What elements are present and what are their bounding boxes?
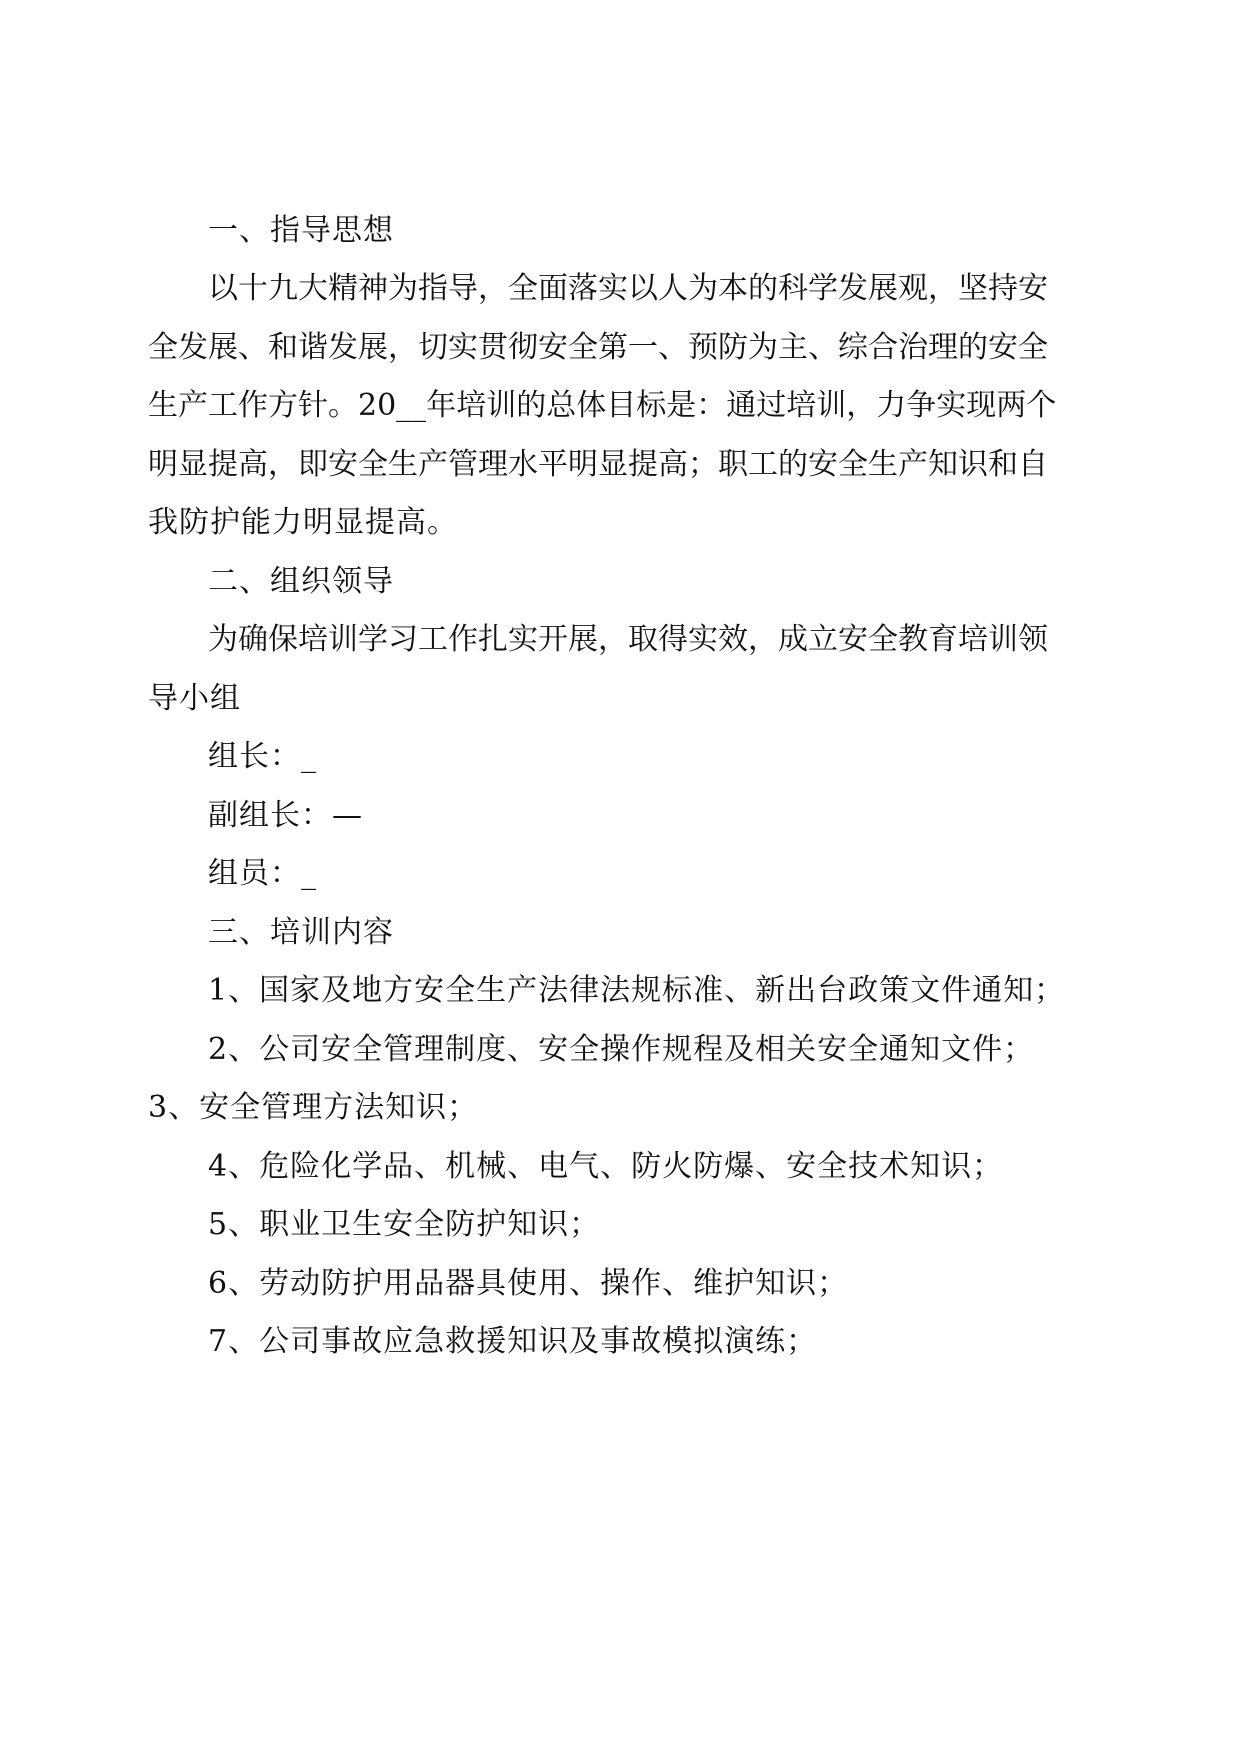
glyph: 全: [838, 447, 868, 482]
glyph: 平: [538, 447, 568, 482]
glyph: 识: [958, 447, 988, 482]
glyph: 为: [388, 271, 418, 306]
glyph: 工: [748, 447, 778, 482]
glyph: 产: [418, 447, 448, 482]
training-item-6: 6、劳动防护用品器具使用、操作、维护知识；: [208, 1266, 849, 1301]
glyph: 自: [1018, 447, 1048, 482]
group-deputy-leader-line: 副组长：—: [208, 798, 363, 833]
glyph: 总: [546, 388, 577, 423]
glyph: 持: [988, 271, 1018, 306]
glyph: 现: [966, 388, 997, 423]
section-1-paragraph-line-3: [148, 387, 1057, 425]
glyph: 落: [568, 271, 598, 306]
glyph: 的: [748, 271, 778, 306]
glyph: ；: [688, 447, 718, 482]
glyph: 综: [838, 330, 868, 365]
glyph: 彻: [508, 330, 538, 365]
glyph: 一: [628, 330, 658, 365]
glyph: 和: [988, 447, 1018, 482]
glyph: 通: [726, 388, 757, 423]
glyph: 安: [328, 447, 358, 482]
glyph: 争: [906, 388, 937, 423]
glyph: 实: [688, 622, 718, 657]
glyph: ，: [268, 447, 298, 482]
glyph: 为: [688, 271, 718, 306]
glyph: 显: [598, 447, 628, 482]
glyph: 标: [636, 388, 667, 423]
glyph: 确: [238, 622, 268, 657]
glyph: 九: [268, 271, 298, 306]
glyph: 过: [756, 388, 787, 423]
glyph: 全: [868, 622, 898, 657]
glyph: 本: [718, 271, 748, 306]
glyph: 展: [208, 330, 238, 365]
glyph: 展: [358, 330, 388, 365]
glyph: 安: [988, 330, 1018, 365]
glyph: ，: [846, 388, 877, 423]
glyph: 产: [898, 447, 928, 482]
glyph: 发: [178, 330, 208, 365]
section-2-heading: 二、组织领导: [208, 564, 394, 599]
group-leader-line: 组长：_: [208, 739, 317, 774]
group-members-line: 组员：_: [208, 856, 317, 891]
glyph: ，: [478, 271, 508, 306]
glyph: 安: [1018, 271, 1048, 306]
glyph: 谐: [298, 330, 328, 365]
training-item-7: 7、公司事故应急救援知识及事故模拟演练；: [208, 1324, 818, 1359]
glyph: 实: [936, 388, 967, 423]
glyph: 职: [718, 447, 748, 482]
glyph: 为: [748, 330, 778, 365]
glyph: 人: [658, 271, 688, 306]
glyph: ，: [928, 271, 958, 306]
glyph: 即: [298, 447, 328, 482]
glyph: 提: [208, 447, 238, 482]
glyph: 以: [208, 271, 238, 306]
glyph: 全: [1018, 330, 1048, 365]
glyph: 明: [148, 447, 178, 482]
glyph: 合: [868, 330, 898, 365]
glyph: 的: [778, 447, 808, 482]
glyph: 显: [178, 447, 208, 482]
glyph: 工: [208, 388, 238, 423]
training-item-3: 3、安全管理方法知识；: [148, 1090, 479, 1125]
glyph: 年: [426, 388, 457, 423]
section-1-paragraph-line-1: [208, 270, 1048, 308]
glyph: 理: [478, 447, 508, 482]
glyph: 坚: [958, 271, 988, 306]
section-1-heading: 一、指导思想: [208, 213, 394, 248]
glyph: ，: [388, 330, 418, 365]
glyph: 安: [538, 330, 568, 365]
section-3-heading: 三、培训内容: [208, 915, 394, 950]
glyph: 培: [298, 622, 328, 657]
glyph: 成: [778, 622, 808, 657]
glyph: 大: [298, 271, 328, 306]
training-item-4: 4、危险化学品、机械、电气、防火防爆、安全技术知识；: [208, 1149, 1004, 1184]
glyph: 高: [238, 447, 268, 482]
glyph: 针: [298, 388, 328, 423]
glyph: 取: [628, 622, 658, 657]
glyph: 教: [898, 622, 928, 657]
glyph: 、: [808, 330, 838, 365]
glyph: 培: [786, 388, 817, 423]
glyph: 以: [628, 271, 658, 306]
training-item-1: 1、国家及地方安全生产法律法规标准、新出台政策文件通知；: [208, 973, 1066, 1008]
glyph: 理: [928, 330, 958, 365]
glyph: 提: [628, 447, 658, 482]
glyph: 全: [358, 447, 388, 482]
glyph: 是: [666, 388, 697, 423]
glyph: 十: [238, 271, 268, 306]
glyph: 发: [328, 330, 358, 365]
glyph: 展: [868, 271, 898, 306]
glyph: 实: [598, 271, 628, 306]
glyph: 高: [658, 447, 688, 482]
glyph: 作: [448, 622, 478, 657]
glyph: 主: [778, 330, 808, 365]
training-item-2: 2、公司安全管理制度、安全操作规程及相关安全通知文件；: [208, 1032, 1035, 1067]
glyph: 个: [1026, 388, 1057, 423]
glyph: 精: [328, 271, 358, 306]
glyph: 育: [928, 622, 958, 657]
glyph: 保: [268, 622, 298, 657]
glyph: 20__: [358, 388, 427, 423]
glyph: 训: [988, 622, 1018, 657]
glyph: 体: [576, 388, 607, 423]
training-item-5: 5、职业卫生安全防护知识；: [208, 1207, 601, 1242]
glyph: 科: [778, 271, 808, 306]
glyph: 预: [688, 330, 718, 365]
glyph: 神: [358, 271, 388, 306]
glyph: 作: [238, 388, 268, 423]
section-2-paragraph-line-2: 导小组: [148, 681, 241, 716]
glyph: 训: [816, 388, 847, 423]
glyph: 目: [606, 388, 637, 423]
glyph: 学: [358, 622, 388, 657]
glyph: 面: [538, 271, 568, 306]
glyph: 力: [876, 388, 907, 423]
glyph: 生: [868, 447, 898, 482]
glyph: 产: [178, 388, 208, 423]
glyph: 学: [808, 271, 838, 306]
glyph: 安: [808, 447, 838, 482]
glyph: 、: [658, 330, 688, 365]
glyph: 观: [898, 271, 928, 306]
glyph: 。: [328, 388, 358, 423]
glyph: 训: [486, 388, 517, 423]
section-1-paragraph-line-2: [148, 329, 1048, 367]
glyph: 第: [598, 330, 628, 365]
glyph: 安: [838, 622, 868, 657]
glyph: 明: [568, 447, 598, 482]
glyph: 水: [508, 447, 538, 482]
glyph: 全: [148, 330, 178, 365]
glyph: 指: [418, 271, 448, 306]
glyph: 发: [838, 271, 868, 306]
glyph: 导: [448, 271, 478, 306]
glyph: 为: [208, 622, 238, 657]
glyph: 扎: [478, 622, 508, 657]
glyph: 全: [568, 330, 598, 365]
glyph: 立: [808, 622, 838, 657]
glyph: 知: [928, 447, 958, 482]
glyph: 和: [268, 330, 298, 365]
section-1-paragraph-line-5: 我防护能力明显提高。: [148, 505, 458, 540]
glyph: 生: [148, 388, 178, 423]
glyph: 培: [958, 622, 988, 657]
glyph: 管: [448, 447, 478, 482]
glyph: 的: [516, 388, 547, 423]
glyph: ，: [748, 622, 778, 657]
glyph: 的: [958, 330, 988, 365]
glyph: 贯: [478, 330, 508, 365]
section-2-paragraph-line-1: [208, 621, 1048, 659]
glyph: ：: [696, 388, 727, 423]
glyph: 展: [568, 622, 598, 657]
glyph: 开: [538, 622, 568, 657]
glyph: 得: [658, 622, 688, 657]
glyph: 切: [418, 330, 448, 365]
glyph: 全: [508, 271, 538, 306]
glyph: 效: [718, 622, 748, 657]
glyph: 训: [328, 622, 358, 657]
glyph: 习: [388, 622, 418, 657]
glyph: 两: [996, 388, 1027, 423]
glyph: 、: [238, 330, 268, 365]
glyph: 生: [388, 447, 418, 482]
glyph: 治: [898, 330, 928, 365]
glyph: 方: [268, 388, 298, 423]
glyph: 工: [418, 622, 448, 657]
glyph: 领: [1018, 622, 1048, 657]
glyph: ，: [598, 622, 628, 657]
glyph: 培: [456, 388, 487, 423]
glyph: 实: [508, 622, 538, 657]
glyph: 实: [448, 330, 478, 365]
section-1-paragraph-line-4: [148, 446, 1048, 484]
glyph: 防: [718, 330, 748, 365]
